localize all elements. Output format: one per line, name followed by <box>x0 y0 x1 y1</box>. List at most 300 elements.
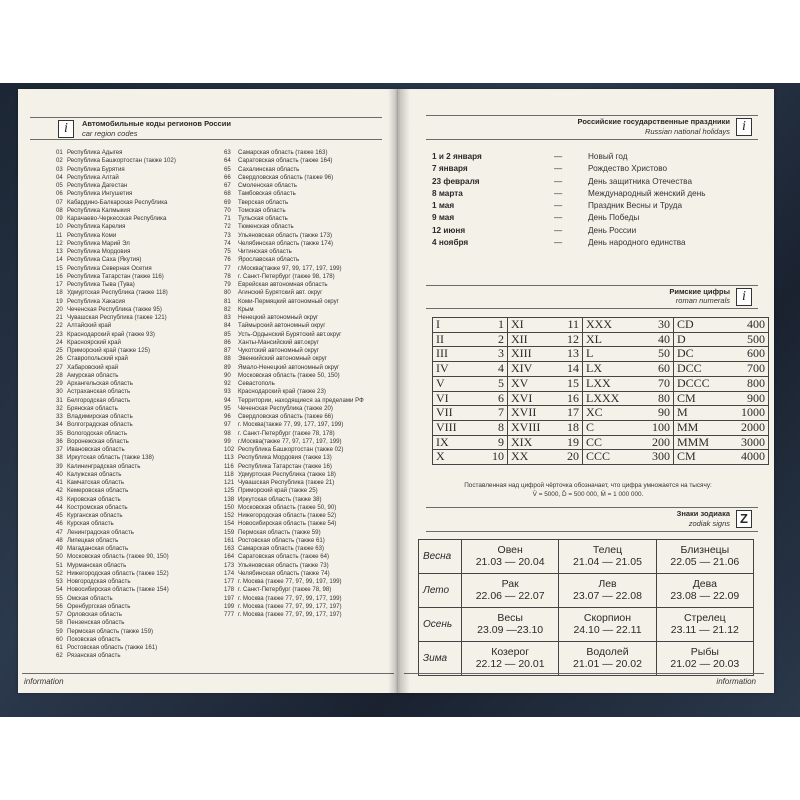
zodiac-title: Знаки зодиака <box>676 509 730 518</box>
region-name: г. Москва(также 77, 99, 177, 197, 199) <box>238 421 344 429</box>
region-code-number: 73 <box>224 231 231 239</box>
region-code-number: 10 <box>56 223 63 231</box>
roman-numeral: IX <box>433 435 482 450</box>
region-name: Свердловская область (также 66) <box>238 413 334 420</box>
zodiac-sign-cell <box>462 574 559 608</box>
region-code-item <box>224 355 392 363</box>
region-code-item <box>224 331 392 339</box>
region-code-number: 35 <box>56 429 63 437</box>
region-code-number: 50 <box>56 553 63 561</box>
holiday-dash: — <box>554 238 563 248</box>
zodiac-sign-name: Рыбы <box>690 646 719 658</box>
info-icon: i <box>736 288 752 306</box>
roman-row <box>433 406 769 421</box>
roman-title: Римские цифры <box>669 287 730 296</box>
region-code-item <box>224 207 392 215</box>
region-code-number: 60 <box>56 635 63 643</box>
zodiac-sign-name: Лев <box>598 578 617 590</box>
roman-numeral: XVII <box>508 406 553 421</box>
region-name: Нижегородская область (также 152) <box>67 569 169 577</box>
holiday-dash: — <box>554 188 563 198</box>
region-name: Приморский край (также 125) <box>67 347 151 354</box>
arabic-number: 5 <box>481 376 508 391</box>
region-code-item <box>224 273 392 281</box>
region-name: г. Москва (также 77, 97, 99, 177, 197) <box>238 602 342 610</box>
roman-top-rule <box>426 285 758 286</box>
holiday-date: 4 ноября <box>432 238 469 248</box>
region-code-number: 59 <box>56 627 63 635</box>
region-code-item <box>224 240 392 248</box>
zodiac-sign-dates: 22.05 — 21.06 <box>670 556 740 568</box>
holiday-name: День народного единства <box>588 238 686 248</box>
roman-numeral: X <box>433 450 482 465</box>
roman-row <box>433 450 769 465</box>
region-code-item <box>224 322 392 330</box>
zodiac-sign-cell <box>462 540 559 574</box>
region-code-item <box>56 529 218 537</box>
region-code-item <box>224 570 392 578</box>
header-bottom-rule <box>30 139 382 140</box>
region-code-number: 71 <box>224 215 231 222</box>
region-code-number: 74 <box>224 239 231 247</box>
roman-numeral: D <box>674 332 723 347</box>
arabic-number: 4 <box>481 362 508 377</box>
roman-numeral: XIX <box>508 435 553 450</box>
region-code-item <box>56 199 218 207</box>
car-codes-subtitle: car region codes <box>82 129 138 138</box>
region-name: Камчатская область <box>67 479 125 486</box>
region-name: Хабаровский край <box>67 363 119 371</box>
region-code-item <box>56 174 218 182</box>
region-code-item <box>56 322 218 330</box>
region-code-item <box>224 232 392 240</box>
region-name: Республика Северная Осетия <box>67 264 152 272</box>
region-code-number: 89 <box>224 363 231 371</box>
region-code-number: 15 <box>56 264 63 272</box>
region-code-number: 99 <box>224 437 231 445</box>
region-code-number: 55 <box>56 594 63 602</box>
region-name: Кабардино-Балкарская Республика <box>67 198 168 206</box>
zodiac-sign-dates: 23.07 — 22.08 <box>573 590 642 602</box>
region-code-number: 43 <box>56 495 63 503</box>
roman-note-line-2: V̄ = 5000, D̄ = 500 000, M̄ = 1 000 000. <box>532 491 644 498</box>
region-name: Томская область <box>238 206 286 214</box>
region-code-number: 29 <box>56 380 63 387</box>
roman-note-line-1: Поставленная над цифрой чёрточка обозначает, что цифра умножается на тысячу: <box>464 482 712 489</box>
footer-label: information <box>716 677 756 686</box>
region-name: Усть-Ордынский Бурятский авт.округ <box>238 330 342 338</box>
region-name: Тамбовская область <box>238 190 296 198</box>
region-code-item <box>56 496 218 504</box>
roman-numeral: DCC <box>674 362 723 377</box>
region-name: Саратовская область (также 64) <box>238 553 330 561</box>
region-code-number: 07 <box>56 198 63 206</box>
arabic-number: 900 <box>722 391 769 406</box>
zodiac-sign-cell <box>559 608 656 642</box>
region-code-number: 102 <box>224 446 235 453</box>
region-name: г. Санкт-Петербург (также 98, 178) <box>238 272 335 280</box>
region-code-number: 24 <box>56 338 63 346</box>
holiday-name: Новый год <box>588 152 628 161</box>
region-code-number: 154 <box>224 520 235 528</box>
region-code-item <box>56 380 218 388</box>
zodiac-sign-name: Овен <box>497 544 523 556</box>
region-code-item <box>224 199 392 207</box>
arabic-number: 10 <box>481 450 508 465</box>
region-code-number: 08 <box>56 206 63 214</box>
region-name: Смоленская область <box>238 182 297 189</box>
region-name: Республика Башкортостан (также 02) <box>238 446 344 453</box>
zodiac-season-row <box>419 642 754 676</box>
holiday-name: Рождество Христово <box>588 164 668 174</box>
region-code-item <box>56 339 218 347</box>
arabic-number: 17 <box>552 406 583 421</box>
arabic-number: 80 <box>633 391 674 406</box>
roman-numeral: CCC <box>583 450 634 465</box>
region-code-number: 138 <box>224 495 235 503</box>
region-code-number: 83 <box>224 314 231 321</box>
region-codes-column-1 <box>56 149 218 661</box>
region-name: Курская область <box>67 520 114 528</box>
region-name: Амурская область <box>67 371 119 379</box>
region-code-number: 78 <box>224 272 231 280</box>
holiday-dash: — <box>554 213 563 223</box>
region-code-number: 65 <box>224 165 231 173</box>
region-code-number: 54 <box>56 586 63 594</box>
region-name: г. Москва (также 77, 97, 99, 197, 199) <box>238 578 342 585</box>
arabic-number: 90 <box>633 406 674 421</box>
region-code-number: 44 <box>56 503 63 511</box>
roman-numeral: XL <box>583 332 634 347</box>
region-code-item <box>56 512 218 520</box>
region-code-item <box>224 438 392 446</box>
car-codes-title: Автомобильные коды регионов России <box>82 119 231 128</box>
region-name: Липецкая область <box>67 536 119 544</box>
region-name: Костромская область <box>67 503 128 511</box>
region-code-number: 39 <box>56 462 63 470</box>
region-code-item <box>224 380 392 388</box>
roman-numeral: MM <box>674 420 723 435</box>
region-name: Краснодарский край (также 23) <box>238 388 326 396</box>
holiday-row <box>432 225 732 237</box>
region-code-item <box>224 578 392 586</box>
region-name: Чеченская Республика (также 95) <box>67 305 162 313</box>
footer-rule <box>22 673 394 674</box>
roman-numeral: XVIII <box>508 420 553 435</box>
region-name: Челябинская область (также 74) <box>238 569 330 577</box>
region-code-number: 163 <box>224 545 235 552</box>
region-name: Кемеровская область <box>67 487 129 495</box>
roman-numeral: VII <box>433 406 482 421</box>
region-name: Ульяновская область (также 73) <box>238 561 329 569</box>
region-code-item <box>224 537 392 545</box>
roman-numeral: CM <box>674 450 723 465</box>
region-code-item <box>224 314 392 322</box>
region-name: Красноярский край <box>67 338 121 346</box>
region-code-number: 28 <box>56 371 63 379</box>
season-label: Лето <box>419 574 462 608</box>
arabic-number: 300 <box>633 450 674 465</box>
region-name: Воронежская область <box>67 437 129 445</box>
region-code-item <box>224 190 392 198</box>
zodiac-sign-dates: 21.02 — 20.03 <box>670 658 740 670</box>
region-code-number: 94 <box>224 396 231 404</box>
region-code-item <box>224 347 392 355</box>
region-code-number: 33 <box>56 413 63 420</box>
region-code-item <box>56 454 218 462</box>
season-label: Весна <box>419 540 462 574</box>
region-code-number: 86 <box>224 338 231 346</box>
region-name: Рязанская область <box>67 652 121 660</box>
region-code-item <box>224 298 392 306</box>
arabic-number: 700 <box>722 362 769 377</box>
region-name: Ростовская область (также 61) <box>238 536 325 544</box>
roman-numeral: XV <box>508 376 553 391</box>
roman-numeral: I <box>433 318 482 333</box>
zodiac-subtitle: zodiak signs <box>688 519 730 528</box>
region-code-item <box>56 562 218 570</box>
region-name: Пензенская область <box>67 619 125 627</box>
roman-numeral: L <box>583 347 634 362</box>
region-code-item <box>56 232 218 240</box>
region-code-number: 06 <box>56 190 63 198</box>
region-code-number: 96 <box>224 413 231 420</box>
zodiac-sign-name: Близнецы <box>680 544 730 556</box>
region-name: Чеченская Республика (также 20) <box>238 404 333 412</box>
region-code-item <box>224 496 392 504</box>
region-name: Крым <box>238 305 254 313</box>
region-name: Республика Саха (Якутия) <box>67 256 142 264</box>
region-code-number: 66 <box>224 173 231 181</box>
region-code-item <box>56 364 218 372</box>
region-name: Иркутская область (также 138) <box>67 454 154 462</box>
region-code-number: 63 <box>224 149 231 156</box>
region-code-number: 57 <box>56 611 63 618</box>
arabic-number: 11 <box>552 318 583 333</box>
zodiac-sign-cell <box>462 642 559 676</box>
region-code-number: 11 <box>56 231 63 239</box>
region-code-number: 26 <box>56 355 63 363</box>
region-code-number: 164 <box>224 553 235 561</box>
zodiac-z-icon: Z <box>736 510 752 528</box>
region-code-number: 161 <box>224 536 235 544</box>
region-name: г.Москва(также 97, 99, 177, 197, 199) <box>238 264 342 272</box>
region-code-item <box>56 265 218 273</box>
roman-row <box>433 420 769 435</box>
arabic-number: 100 <box>633 420 674 435</box>
roman-numeral: III <box>433 347 482 362</box>
zodiac-sign-dates: 21.01 — 20.02 <box>573 658 642 670</box>
roman-row <box>433 332 769 347</box>
region-name: Калужская область <box>67 470 122 478</box>
region-name: Тюменская область <box>238 223 294 231</box>
region-code-item <box>56 190 218 198</box>
region-name: Самарская область (также 63) <box>238 545 325 552</box>
region-name: Республика Бурятия <box>67 165 125 173</box>
region-code-number: 82 <box>224 305 231 313</box>
region-name: Республика Коми <box>67 231 117 239</box>
region-name: Читинская область <box>238 248 292 255</box>
holiday-date: 23 февраля <box>432 176 480 186</box>
region-name: г. Санкт-Петербург (также 78, 178) <box>238 429 335 437</box>
region-name: Республика Тыва (Тува) <box>67 281 135 288</box>
arabic-number: 7 <box>481 406 508 421</box>
region-name: Республика Карелия <box>67 223 126 231</box>
zodiac-sign-name: Рак <box>501 578 519 590</box>
holiday-name: Международный женский день <box>588 188 706 198</box>
zodiac-season-row <box>419 540 754 574</box>
region-name: Ямало-Ненецкий автономный округ <box>238 363 340 371</box>
roman-numerals-table <box>432 317 769 465</box>
region-code-number: 79 <box>224 281 231 288</box>
region-code-item <box>224 149 392 157</box>
region-code-item <box>224 562 392 570</box>
arabic-number: 40 <box>633 332 674 347</box>
roman-numeral: LX <box>583 362 634 377</box>
region-code-item <box>224 157 392 165</box>
region-code-item <box>56 479 218 487</box>
roman-numeral: XII <box>508 332 553 347</box>
zodiac-sign-cell <box>656 608 753 642</box>
right-page <box>398 89 774 693</box>
roman-numeral: XC <box>583 406 634 421</box>
arabic-number: 60 <box>633 362 674 377</box>
region-code-number: 20 <box>56 305 63 313</box>
arabic-number: 800 <box>722 376 769 391</box>
region-code-number: 52 <box>56 569 63 577</box>
region-code-item <box>224 529 392 537</box>
holidays-bottom-rule <box>426 139 758 140</box>
arabic-number: 18 <box>552 420 583 435</box>
region-code-number: 118 <box>224 470 234 478</box>
region-code-number: 77 <box>224 264 231 272</box>
region-code-item <box>224 603 392 611</box>
roman-numeral: XIII <box>508 347 553 362</box>
roman-numeral: XI <box>508 318 553 333</box>
region-name: Пермская область (также 159) <box>67 627 153 635</box>
roman-row <box>433 347 769 362</box>
region-name: Ленинградская область <box>67 528 134 536</box>
region-code-item <box>224 545 392 553</box>
arabic-number: 6 <box>481 391 508 406</box>
region-name: Московская область (также 50, 150) <box>238 371 340 379</box>
region-name: Архангельская область <box>67 380 133 387</box>
region-code-item <box>56 586 218 594</box>
region-code-number: 46 <box>56 520 63 528</box>
region-code-number: 51 <box>56 561 63 569</box>
region-name: Республика Алтай <box>67 173 119 181</box>
region-code-number: 25 <box>56 347 63 354</box>
region-name: Чувашская Республика (также 21) <box>238 479 335 486</box>
region-name: Ульяновская область (также 173) <box>238 231 333 239</box>
roman-numeral: DCCC <box>674 376 723 391</box>
region-code-number: 777 <box>224 611 235 618</box>
arabic-number: 50 <box>633 347 674 362</box>
region-code-number: 37 <box>56 446 63 453</box>
region-code-number: 150 <box>224 503 235 511</box>
region-code-item <box>56 273 218 281</box>
region-name: Чукотский автономный округ <box>238 347 320 354</box>
region-code-item <box>56 504 218 512</box>
region-code-number: 36 <box>56 437 63 445</box>
arabic-number: 13 <box>552 347 583 362</box>
region-code-number: 17 <box>56 281 63 288</box>
arabic-number: 70 <box>633 376 674 391</box>
region-name: Республика Марий Эл <box>67 239 130 247</box>
region-code-number: 53 <box>56 578 63 585</box>
zodiac-sign-dates: 23.09 —23.10 <box>477 624 544 636</box>
holiday-date: 7 января <box>432 164 468 174</box>
holiday-name: День защитника Отечества <box>588 176 692 186</box>
zodiac-season-row <box>419 608 754 642</box>
region-code-item <box>56 537 218 545</box>
footer-rule <box>404 673 764 674</box>
zodiac-sign-name: Водолей <box>586 646 629 658</box>
holiday-date: 8 марта <box>432 188 463 198</box>
holidays-top-rule <box>426 115 758 116</box>
region-code-number: 56 <box>56 602 63 610</box>
holiday-row <box>432 188 732 200</box>
roman-row <box>433 362 769 377</box>
arabic-number: 19 <box>552 435 583 450</box>
region-code-number: 87 <box>224 347 231 354</box>
region-name: г.Москва(также 77, 97, 177, 197, 199) <box>238 437 342 445</box>
region-code-number: 38 <box>56 454 63 462</box>
region-code-item <box>56 157 218 165</box>
region-code-number: 125 <box>224 487 235 495</box>
region-name: Удмуртская Республика (также 118) <box>67 289 168 297</box>
region-name: Псковская область <box>67 635 121 643</box>
zodiac-sign-cell <box>559 574 656 608</box>
region-name: Республика Мордовия <box>67 248 131 255</box>
roman-numeral: V <box>433 376 482 391</box>
roman-numeral: II <box>433 332 482 347</box>
season-label: Осень <box>419 608 462 642</box>
region-code-item <box>56 611 218 619</box>
region-code-number: 40 <box>56 470 63 478</box>
holiday-row <box>432 237 732 249</box>
roman-numeral: XXX <box>583 318 634 333</box>
region-name: Республика Башкортостан (также 102) <box>67 157 176 165</box>
region-code-item <box>56 223 218 231</box>
zodiac-sign-cell <box>656 540 753 574</box>
arabic-number: 30 <box>633 318 674 333</box>
region-code-number: 23 <box>56 330 63 338</box>
region-code-item <box>224 256 392 264</box>
region-code-number: 47 <box>56 528 63 536</box>
zodiac-sign-name: Скорпион <box>583 612 632 624</box>
roman-row <box>433 391 769 406</box>
arabic-number: 400 <box>722 318 769 333</box>
region-name: Республика Татарстан (также 16) <box>238 462 332 470</box>
region-code-number: 88 <box>224 355 231 363</box>
region-name: Курганская область <box>67 512 123 519</box>
region-code-number: 49 <box>56 545 63 552</box>
region-code-number: 42 <box>56 487 63 495</box>
region-name: Новгородская область <box>67 578 131 585</box>
region-code-number: 93 <box>224 388 231 396</box>
region-code-number: 32 <box>56 404 63 412</box>
holiday-row <box>432 151 732 163</box>
region-code-number: 178 <box>224 586 235 594</box>
region-name: Республика Хакасия <box>67 297 126 305</box>
region-code-number: 177 <box>224 578 235 585</box>
region-code-item <box>56 430 218 438</box>
region-code-item <box>56 306 218 314</box>
region-code-number: 95 <box>224 404 231 412</box>
region-code-item <box>224 463 392 471</box>
region-code-item <box>224 479 392 487</box>
